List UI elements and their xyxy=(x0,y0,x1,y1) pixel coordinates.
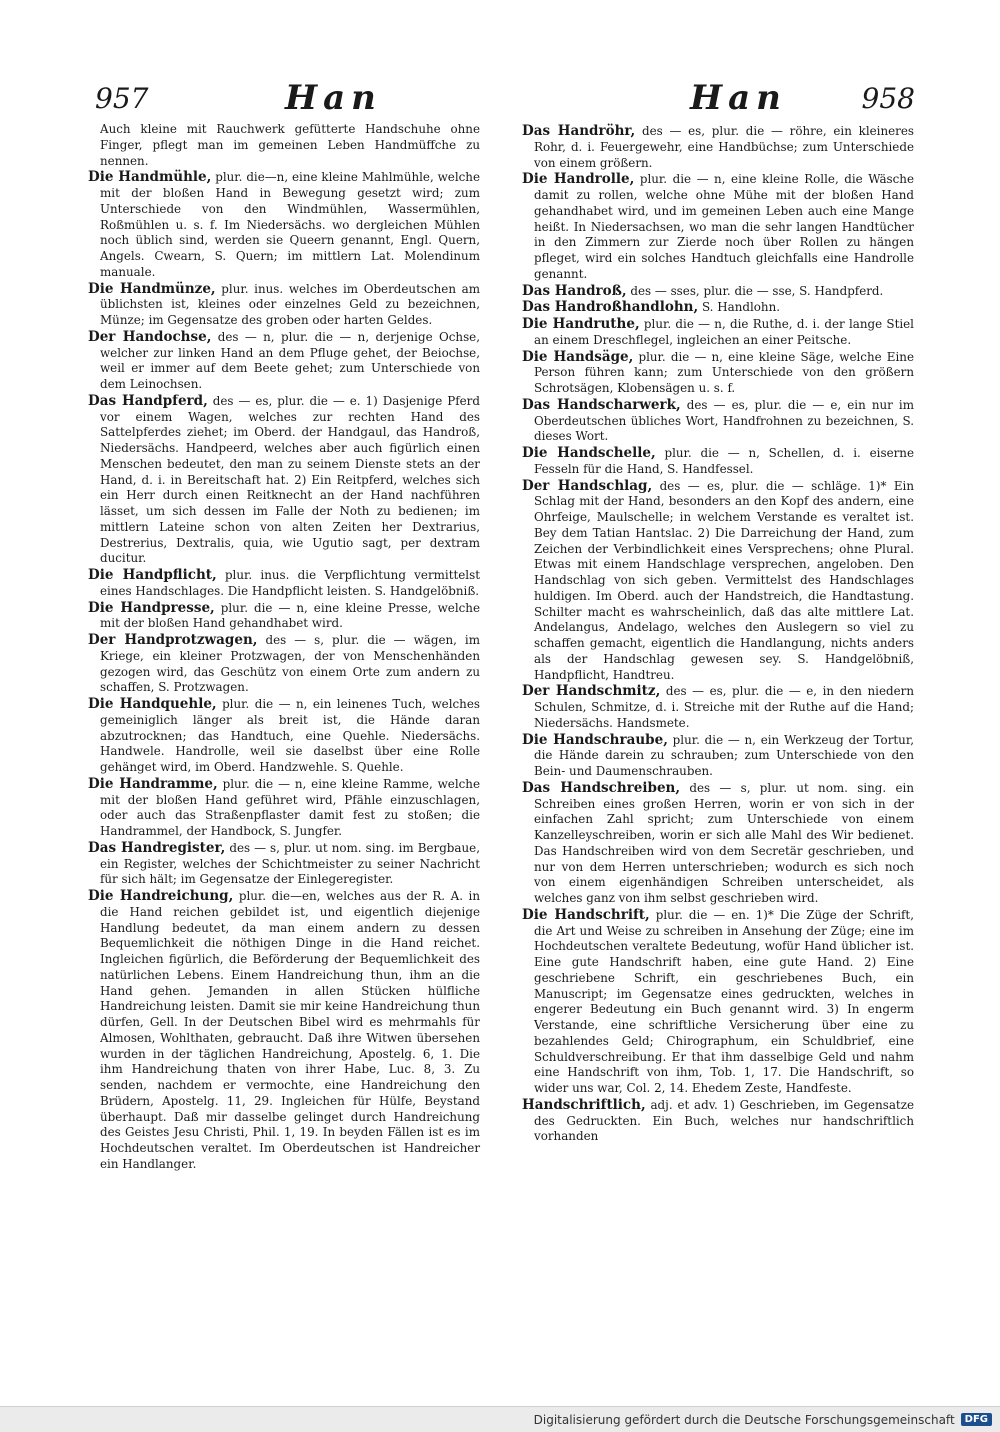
entry-headword: Die Handrolle, xyxy=(522,171,635,188)
entry-definition: plur. die — en. 1)* Die Züge der Schrift, die Art und Weise zu schreiben in Ansehung der Züge; eine im Hochdeutschen veraltete Bedeutung, wofür Hand üblicher ist. Eine gute Handschrift haben, eine gute Hand. 2) Eine geschriebene Schrift, ein geschriebenes Buch, ein Manuscript; im Gegensatze eines gedruckten, welches in engerer Bedeutung ein Buch genannt wird. 3) In engerm Verstande, eine schriftliche Versicherung über eine zu bezahlendes Geld; Chirographum, ein Schuldbrief, eine Schuldverschreibung. Er that ihm dasselbige Geld und nahm eine Handschrift von ihm, Tob. 1, 17. Die Handschrift, so wider uns war, Col. 2, 14. Ehedem Zeste, Handfeste. xyxy=(534,907,914,1095)
entry-definition: plur. die — n, eine kleine Säge, welche Eine Person führen kann; zum Unterschiede von den größern Schrotsägen, Klobensägen u. s. f. xyxy=(534,349,914,395)
entry-headword: Das Handschreiben, xyxy=(522,779,681,796)
entry-definition: des — sses, plur. die — sse, S. Handpferd. xyxy=(626,283,884,298)
entry-definition: S. Handlohn. xyxy=(698,300,781,315)
entry-headword: Die Handpresse, xyxy=(88,599,215,616)
dictionary-entry xyxy=(88,122,480,169)
entry-definition: plur. die — n, ein Werkzeug der Tortur, die Hände darein zu schrauben; zum Unterschiede von den Bein- und Daumenschrauben. xyxy=(534,732,914,778)
dfg-logo: DFG xyxy=(961,1413,992,1426)
dictionary-entry xyxy=(88,889,480,1173)
entry-headword: Die Handmühle, xyxy=(88,169,212,186)
entry-headword: Die Handsäge, xyxy=(522,348,634,365)
right-column xyxy=(522,124,914,1146)
entry-headword: Die Handmünze, xyxy=(88,280,216,297)
entry-headword: Das Handregister, xyxy=(88,839,226,856)
dictionary-entry xyxy=(522,398,914,445)
dictionary-entry xyxy=(88,330,480,393)
entry-headword: Der Handochse, xyxy=(88,328,212,345)
entry-headword: Das Handpferd, xyxy=(88,392,208,409)
dictionary-entry xyxy=(522,446,914,478)
entry-headword: Das Handroß, xyxy=(522,282,627,299)
entry-headword: Die Handruthe, xyxy=(522,316,640,332)
right-running-head: Han xyxy=(690,78,787,118)
dictionary-entry xyxy=(522,733,914,780)
left-column xyxy=(88,122,480,1174)
entry-definition: adj. et adv. 1) Geschrieben, im Gegensatze des Gedruckten. Ein Buch, welches nur handschriftlich vorhanden xyxy=(534,1097,914,1144)
entry-definition: plur. inus. die Verpflichtung vermittelst eines Handschlages. Die Handpflicht leisten. S. Handgelöbniß. xyxy=(100,568,480,598)
entry-definition: des — es, plur. die — e, ein nur im Oberdeutschen übliches Wort, Handfrohnen zu bezeichnen, S. dieses Wort. xyxy=(534,397,914,444)
entry-definition: plur. die — n, eine kleine Ramme, welche mit der bloßen Hand geführet wird, Pfähle einzuschlagen, oder auch das Straßenpflaster damit fest zu stoßen; die Handrammel, der Handbock, S. Jungfer. xyxy=(100,776,480,838)
dictionary-entry xyxy=(88,601,480,633)
entry-headword: Der Handprotzwagen, xyxy=(88,632,258,648)
entry-definition: des — s, plur. ut nom. sing. ein Schreiben eines großen Herren, worin er von sich in der einfachen Zahl spricht; zum Unterschiede von einem Kanzelleyschreiben, worin er sich alle Mahl des Wir bedienet. Das Handschreiben wird von dem Secretär geschrieben, und nur von dem Herren unterschrieben; wodurch es sich noch von einem eigenhändigen Schreiben unterscheidet, als welches ganz von ihm selbst geschrieben wird. xyxy=(534,780,914,905)
entry-definition: plur. die—en, welches aus der R. A. in die Hand reichen gebildet ist, und eigentlich diejenige Handlung bedeutet, da man einem andern zu dessen Bequemlichkeit die nöthigen Dinge in die Hand reichet. Ingleichen figürlich, die Beförderung der Bequemlichkeit des natürlichen Lebens. Einem Handreichung thun, ihm an die Hand gehen. Jemanden in allen Stücken hülfliche Handreichung leisten. Damit sie mir keine Handreichung thun dürfen, Gell. In der Deutschen Bibel wird es mehrmahls für Almosen, Wohlthaten, gebraucht. Daß ihre Witwen übersehen wurden in der täglichen Handreichung, Apostelg. 6, 1. Die ihm Handreichung thaten von ihrer Habe, Luc. 8, 3. Zu senden, nachdem er vermochte, eine Handreichung den Brüdern, Apostelg. 11, 29. Ingleichen für Hülfe, Beystand überhaupt. Daß mir dasselbe gelinget durch Handreichung des Geistes Jesu Christi, Phil. 1, 19. In beyden Fällen ist es im Hochdeutschen veraltet. Im Oberdeutschen ist Handreicher ein Handlanger. xyxy=(100,889,480,1171)
page-header xyxy=(95,78,915,128)
entry-headword: Die Handschelle, xyxy=(522,445,656,461)
entry-definition: des — es, plur. die — e. 1) Dasjenige Pferd vor einem Wagen, welches zur rechten Hand des Sattelpferdes ziehet; im Oberd. der Handgaul, das Handroß, Niedersächs. Handpeerd, welches aber auch figürlich einen Menschen bedeutet, den man zu seinem Dienste stets an der Hand, d. i. in Bereitschaft hat. 2) Ein Reitpferd, welches sich ein Herr durch einen Reitknecht an der Hand nachführen lässet, um sich dessen im Falle der Noth zu bedienen; im mittlern Lateine schon von alten Zeiten her Dextrarius, Destrerius, Dextralis, quia, wie Ugutio sagt, per dextram ducitur. xyxy=(100,393,480,566)
entry-definition: des — es, plur. die — schläge. 1)* Ein Schlag mit der Hand, besonders an den Kopf des andern, eine Ohrfeige, Maulschelle; in welchem Verstande es veraltet ist. Bey dem Tatian Hantslac. 2) Die Darreichung der Hand, zum Zeichen der Verbindlichkeit eines Versprechens; ohne Plural. Etwas mit einem Handschlage versprechen, angeloben. Den Handschlag von sich geben. Vermittelst des Handschlages huldigen. Im Oberd. auch der Handstreich, die Handtastung. Schilter macht es wahrscheinlich, daß das alte mittlere Lat. Andelangus, Andelago, welches den Auslegern so viel zu schaffen gemacht, eigentlich die Handlangung, nichts anders als der Handschlag gewesen sey. S. Handgelöbniß, Handpflicht, Handtreu. xyxy=(534,478,914,682)
entry-definition: plur. die — n, ein leinenes Tuch, welches gemeiniglich länger als breit ist, die Hände daran abzutrocknen; das Handtuch, eine Quehle. Niedersächs. Handwele. Handrolle, weil sie daselbst über eine Rolle gehänget wird, im Oberd. Handzwehle. S. Quehle. xyxy=(100,697,480,774)
footer-credit: Digitalisierung gefördert durch die Deutsche Forschungsgemeinschaft xyxy=(533,1412,955,1427)
dictionary-entry xyxy=(522,284,914,300)
dictionary-entry xyxy=(522,124,914,171)
entry-definition: des — n, plur. die — n, derjenige Ochse, welcher zur linken Hand an dem Pfluge gehet, der Beiochse, weil er immer auf dem Beete gehet; zum Unterschiede von dem Leinochsen. xyxy=(100,329,480,391)
dictionary-entry xyxy=(522,172,914,282)
entry-definition: des — es, plur. die — röhre, ein kleineres Rohr, d. i. Feuergewehr, eine Handbüchse; zum Unterschiede von einem größern. xyxy=(534,124,914,170)
entry-headword: Das Handscharwerk, xyxy=(522,396,681,413)
entry-headword: Die Handschrift, xyxy=(522,906,650,923)
entry-headword: Das Handroßhandlohn, xyxy=(522,299,699,316)
left-running-head: Han xyxy=(285,78,382,118)
dictionary-entry xyxy=(88,777,480,840)
entry-headword: Die Handpflicht, xyxy=(88,567,217,583)
dictionary-entry xyxy=(522,1098,914,1145)
entry-definition: Auch kleine mit Rauchwerk gefütterte Handschuhe ohne Finger, pflegt man im gemeinen Leben Handmüffche zu nennen. xyxy=(100,122,480,168)
entry-headword: Die Handschraube, xyxy=(522,731,668,748)
entry-headword: Das Handröhr, xyxy=(522,123,636,139)
dictionary-entry xyxy=(522,908,914,1097)
entry-definition: des — s, plur. die — wägen, im Kriege, ein kleiner Protzwagen, der von Menschenhänden gezogen wird, das Geschütz von einem Orte zum andern zu schaffen, S. Protzwagen. xyxy=(100,633,480,695)
dictionary-entry xyxy=(522,350,914,397)
right-page-number: 958 xyxy=(861,82,915,115)
dictionary-entry xyxy=(88,697,480,776)
entry-definition: plur. die — n, Schellen, d. i. eiserne Fesseln für die Hand, S. Handfessel. xyxy=(534,446,914,476)
dictionary-entry xyxy=(88,568,480,600)
dictionary-entry xyxy=(88,394,480,567)
entry-definition: plur. inus. welches im Oberdeutschen am üblichsten ist, kleines oder einzelnes Geld zu bezeichnen, Münze; im Gegensatze des groben oder harten Geldes. xyxy=(100,281,480,327)
dictionary-entry xyxy=(88,841,480,888)
entry-definition: plur. die — n, eine kleine Rolle, die Wäsche damit zu rollen, welche ohne Mühe mit der bloßen Hand gehandhabet wird, und im gemeinen Leben auch eine Mange heißt. In Niedersachsen, wo man die sehr langen Handtücher in den Zimmern zur Zierde noch über Rollen zu hängen pfleget, wird ein solches Handtuch gleichfalls eine Handrolle genannt. xyxy=(534,172,914,281)
dictionary-entry xyxy=(522,317,914,349)
dictionary-entry xyxy=(88,170,480,280)
dictionary-entry xyxy=(522,300,914,316)
entry-definition: plur. die — n, eine kleine Presse, welche mit der bloßen Hand gehandhabet wird. xyxy=(100,600,480,631)
entry-headword: Die Handreichung, xyxy=(88,888,234,904)
dictionary-entry xyxy=(522,479,914,684)
left-page-number: 957 xyxy=(95,82,149,115)
dictionary-entry xyxy=(88,633,480,696)
footer-bar xyxy=(0,1406,1000,1432)
entry-definition: des — es, plur. die — e, in den niedern Schulen, Schmitze, d. i. Streiche mit der Ruthe auf die Hand; Niedersächs. Handsmete. xyxy=(534,684,914,730)
dictionary-entry xyxy=(522,781,914,907)
entry-headword: Handschriftlich, xyxy=(522,1096,646,1113)
dictionary-entry xyxy=(88,282,480,329)
entry-definition: plur. die — n, die Ruthe, d. i. der lange Stiel an einem Dreschflegel, ingleichen an einer Peitsche. xyxy=(534,317,914,347)
dictionary-entry xyxy=(522,684,914,731)
entry-headword: Die Handramme, xyxy=(88,775,218,792)
entry-headword: Der Handschmitz, xyxy=(522,683,661,700)
entry-headword: Der Handschlag, xyxy=(522,477,653,494)
entry-definition: des — s, plur. ut nom. sing. im Bergbaue, ein Register, welches der Schichtmeister zu seiner Nachricht für sich hält; im Gegensatze der Einlegeregister. xyxy=(100,840,480,887)
entry-definition: plur. die—n, eine kleine Mahlmühle, welche mit der bloßen Hand in Bewegung gesetzt wird; zum Unterschiede von den Windmühlen, Wassermühlen, Roßmühlen u. s. f. Im Niedersächs. wo dergleichen Mühlen noch üblich sind, werden sie Queern genannt, Engl. Quern, Angels. Cwearn, S. Quern; im mittlern Lat. Molendinum manuale. xyxy=(100,170,481,279)
entry-headword: Die Handquehle, xyxy=(88,696,217,712)
